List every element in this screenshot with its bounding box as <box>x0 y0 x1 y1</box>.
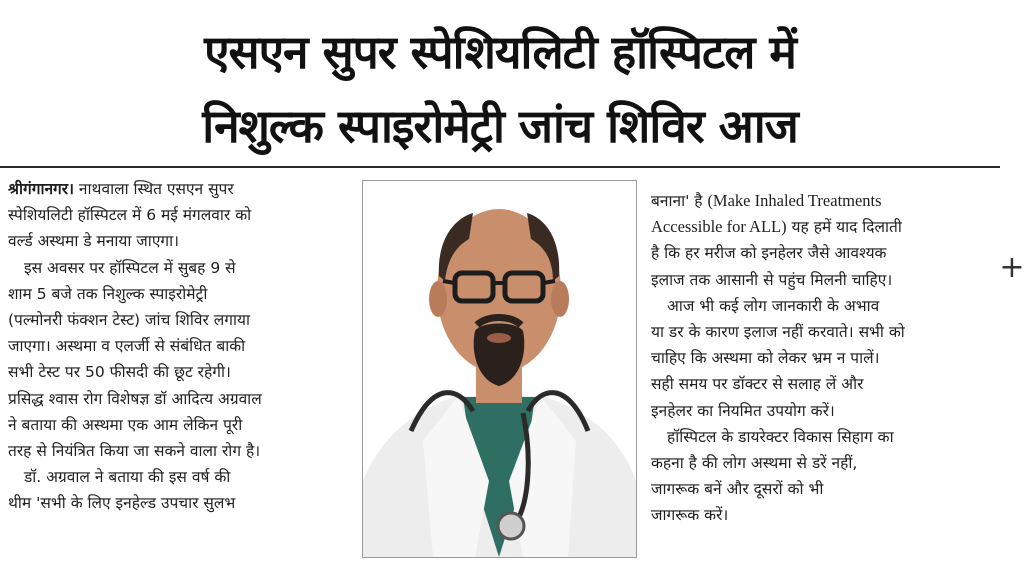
line-text: सभी टेस्ट पर 50 फीसदी की छूट रहेगी। <box>8 363 231 382</box>
headline-line-2: निशुल्क स्पाइरोमेट्री जांच शिविर आज <box>202 99 798 153</box>
line-text: स्पेशियलिटी हॉस्पिटल में 6 मई मंगलवार को <box>8 206 252 225</box>
article-line <box>8 202 346 228</box>
article-line <box>651 214 991 240</box>
article-column-left <box>8 176 346 517</box>
article-line <box>651 424 991 450</box>
article-line <box>651 398 991 424</box>
line-text: इलाज तक आसानी से पहुंच मिलनी चाहिए। <box>651 270 893 289</box>
doctor-portrait-icon <box>363 181 636 557</box>
headline-line-1: एसएन सुपर स्पेशियलिटी हॉस्पिटल में <box>204 25 796 79</box>
line-text: (पल्मोनरी फंक्शन टेस्ट) जांच शिविर लगाया <box>8 311 250 330</box>
article-line <box>8 176 346 202</box>
article-line <box>651 188 991 214</box>
article-line <box>8 307 346 333</box>
article-line <box>651 450 991 476</box>
line-text: हॉस्पिटल के डायरेक्टर विकास सिहाग का <box>667 427 894 446</box>
english-phrase: Accessible for ALL) <box>651 217 787 237</box>
article-line <box>8 412 346 438</box>
line-text: आज भी कई लोग जानकारी के अभाव <box>667 296 880 315</box>
line-text: सही समय पर डॉक्टर से सलाह लें और <box>651 375 864 394</box>
article-line <box>651 476 991 502</box>
line-text: तरह से नियंत्रित किया जा सकने वाला रोग है। <box>8 442 261 461</box>
line-text: कहना है की लोग अस्थमा से डरें नहीं, <box>651 454 858 473</box>
article-line <box>8 228 346 254</box>
line-text: है कि हर मरीज को इनहेलर जैसे आवश्यक <box>651 244 887 263</box>
article-line <box>651 345 991 371</box>
line-text: नाथवाला स्थित एसएन सुपर <box>74 180 234 198</box>
line-text: वर्ल्ड अस्थमा डे मनाया जाएगा। <box>8 232 180 251</box>
article-line <box>8 386 346 412</box>
article-line <box>8 490 346 516</box>
headline-divider <box>0 166 1000 168</box>
line-text: ने बताया की अस्थमा एक आम लेकिन पूरी <box>8 415 243 434</box>
article-line <box>651 502 991 528</box>
article-line <box>651 371 991 397</box>
line-text: शाम 5 बजे तक निशुल्क स्पाइरोमेट्री <box>8 284 208 303</box>
article-column-right <box>651 188 991 529</box>
line-text: या डर के कारण इलाज नहीं करवाते। सभी को <box>651 323 905 342</box>
article-line <box>8 281 346 307</box>
article-line <box>651 240 991 266</box>
line-text: डॉ. अग्रवाल ने बताया की इस वर्ष की <box>24 468 231 487</box>
article-line <box>651 293 991 319</box>
line-text: प्रसिद्ध श्वास रोग विशेषज्ञ डॉ आदित्य अग्रवाल <box>8 389 262 408</box>
line-text: चाहिए कि अस्थमा को लेकर भ्रम न पालें। <box>651 349 880 368</box>
english-phrase: (Make Inhaled Treatments <box>707 191 882 210</box>
line-text: जागरूक बनें और दूसरों को भी <box>651 480 824 499</box>
crosshair-icon: + <box>999 250 1025 285</box>
article-line <box>8 464 346 490</box>
article-line <box>651 267 991 293</box>
article-line <box>8 255 346 281</box>
dateline: श्रीगंगानगर। <box>8 180 74 198</box>
line-text: जाएगा। अस्थमा व एलर्जी से संबंधित बाकी <box>8 337 246 356</box>
line-text: जागरूक करें। <box>651 506 729 525</box>
article-line <box>8 333 346 359</box>
line-text: यह हमें याद दिलाती <box>786 218 902 237</box>
article-line <box>8 359 346 385</box>
article-line <box>8 438 346 464</box>
line-text: बनाना' है <box>651 192 708 210</box>
doctor-photo <box>362 180 637 558</box>
line-text: इस अवसर पर हॉस्पिटल में सुबह 9 से <box>24 258 236 277</box>
article-line <box>651 319 991 345</box>
line-text: थीम 'सभी के लिए इनहेल्ड उपचार सुलभ <box>8 494 236 513</box>
line-text: इनहेलर का नियमित उपयोग करें। <box>651 401 835 420</box>
